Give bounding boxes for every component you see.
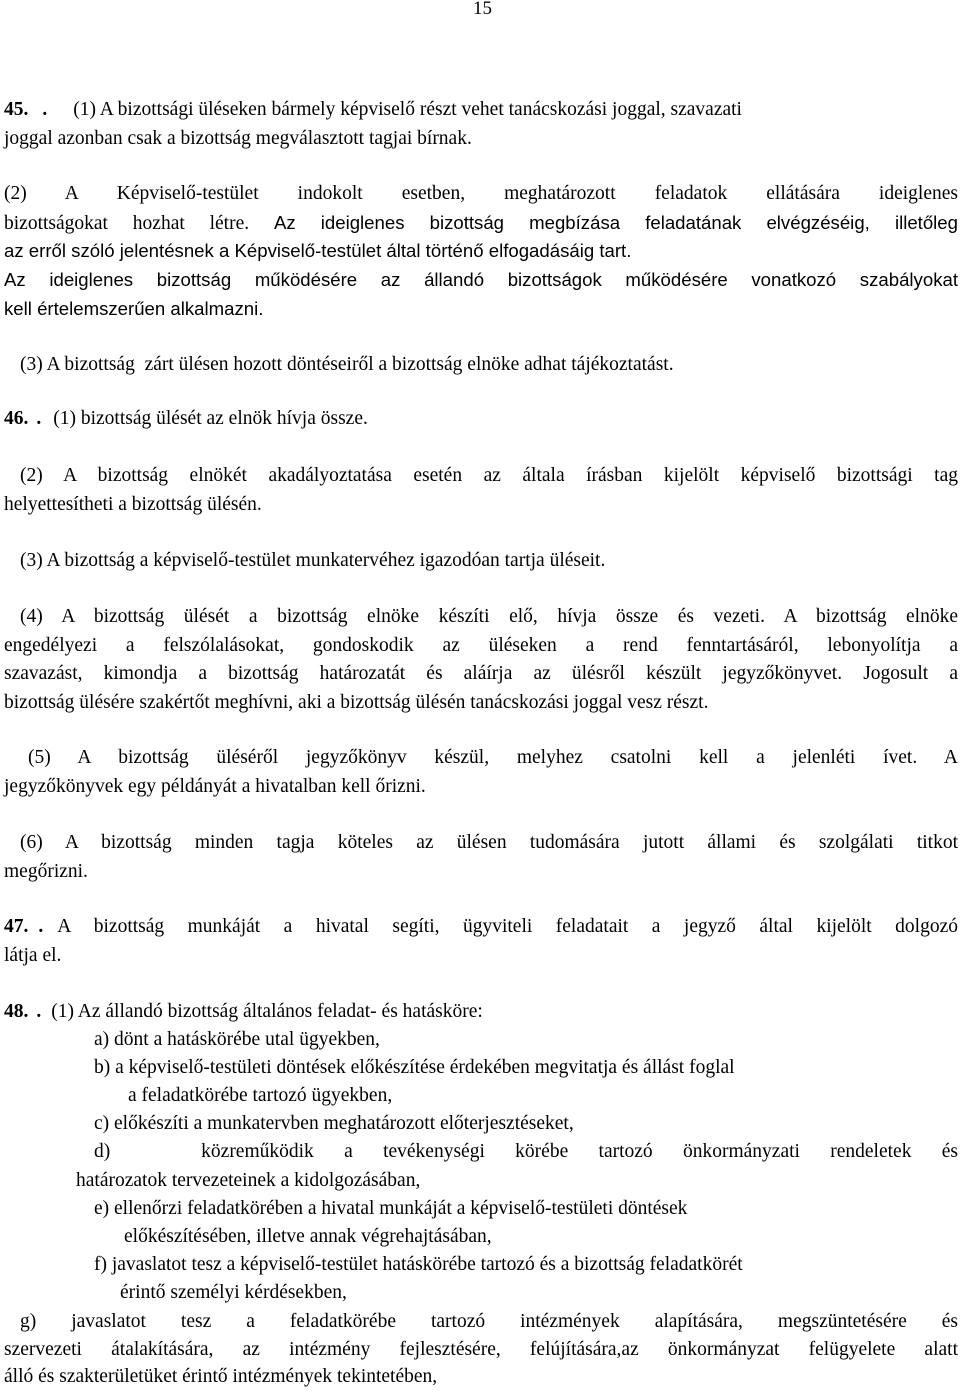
section-46-p2-line1: (2) A bizottság elnökét akadályoztatása esetén az általa írásban kijelölt képviselő bizottsági tag bbox=[20, 465, 958, 486]
section-47-line1: A bizottság munkáját a hivatal segíti, ügyviteli feladatait a jegyző által kijelölt dolgozó bbox=[57, 916, 958, 937]
section-45-heading bbox=[4, 96, 742, 124]
section-46-heading bbox=[4, 405, 368, 433]
section-48-item-g-line2: szervezeti átalakítására, az intézmény fejlesztésére, felújítására,az önkormányzat felügyelete alatt bbox=[4, 1339, 958, 1360]
section-46-p3: (3) A bizottság a képviselő-testület munkatervéhez igazodóan tartja üléseit. bbox=[20, 550, 606, 571]
section-48-item-f-line2: érintő személyi kérdésekben, bbox=[120, 1282, 347, 1303]
section-47-heading bbox=[4, 913, 958, 941]
section-47-separator: . bbox=[38, 916, 44, 937]
section-48-item-g-line3: álló és szakterületüket érintő intézmények tekintetében, bbox=[4, 1366, 438, 1387]
section-48-number: 48. bbox=[4, 1001, 29, 1022]
section-47-line2: látja el. bbox=[4, 945, 62, 966]
section-45-p2-line2b: Az ideiglenes bizottság megbízása feladatának elvégzéséig, illetőleg bbox=[273, 212, 958, 233]
section-46-p4-line2: engedélyezi a felszólalásokat, gondoskodik az üléseken a rend fenntartásáról, lebonyolítja a bbox=[4, 635, 958, 656]
section-48-item-f-line1: f) javaslatot tesz a képviselő-testület hatáskörébe tartozó és a bizottság feladatkörét bbox=[94, 1254, 743, 1275]
section-45-p3: (3) A bizottság zárt ülésen hozott döntéseiről a bizottság elnöke adhat tájékoztatást. bbox=[20, 354, 674, 375]
section-45-p2-line5: kell értelemszerűen alkalmazni. bbox=[4, 298, 264, 319]
section-46-p5-line2: jegyzőkönyvek egy példányát a hivatalban kell őrizni. bbox=[4, 776, 426, 797]
section-48-item-e-line2: előkészítésében, illetve annak végrehajtásában, bbox=[124, 1226, 492, 1247]
section-45-p1-line1: (1) A bizottsági üléseken bármely képviselő részt vehet tanácskozási joggal, szavazati bbox=[73, 99, 742, 120]
section-46-p4-line3: szavazást, kimondja a bizottság határozatát és aláírja az ülésről készült jegyzőkönyvet. Jogosult a bbox=[4, 663, 958, 684]
section-45-p2-line4: Az ideiglenes bizottság működésére az állandó bizottságok működésére vonatkozó szabályokat bbox=[4, 269, 958, 290]
section-46-p1: (1) bizottság ülését az elnök hívja össze. bbox=[53, 408, 368, 429]
section-48-intro: (1) Az állandó bizottság általános feladat- és hatásköre: bbox=[51, 1001, 483, 1022]
section-45-number: 45. bbox=[4, 99, 29, 120]
section-48-item-b-line1: b) a képviselő-testületi döntések előkészítése érdekében megvitatja és állást foglal bbox=[94, 1057, 735, 1078]
section-48-item-d-line2: határozatok tervezeteinek a kidolgozásában, bbox=[76, 1170, 421, 1191]
section-48-item-a: a) dönt a hatáskörébe utal ügyekben, bbox=[94, 1029, 380, 1050]
section-48-item-e-line1: e) ellenőrzi feladatkörében a hivatal munkáját a képviselő-testületi döntések bbox=[94, 1198, 688, 1219]
section-48-item-c: c) előkészíti a munkatervben meghatározott előterjesztéseket, bbox=[94, 1113, 574, 1134]
section-46-p4-line1: (4) A bizottság ülését a bizottság elnöke készíti elő, hívja össze és vezeti. A bizottság elnöke bbox=[20, 606, 958, 627]
section-46-p4-line4: bizottság ülésére szakértőt meghívni, aki a bizottság ülésén tanácskozási joggal vesz részt. bbox=[4, 692, 709, 713]
section-45-p2-line1: (2) A Képviselő-testület indokolt esetben, meghatározott feladatok ellátására ideiglenes bbox=[4, 183, 958, 204]
section-48-item-g-line1: g) javaslatot tesz a feladatkörébe tartozó intézmények alapítására, megszüntetésére és bbox=[20, 1311, 958, 1332]
section-46-p2-line2: helyettesítheti a bizottság ülésén. bbox=[4, 494, 262, 515]
section-47-number: 47. bbox=[4, 916, 29, 937]
section-48-item-d-line1: d) közreműködik a tevékenységi körébe tartozó önkormányzati rendeletek és bbox=[94, 1141, 958, 1162]
section-46-number: 46. bbox=[4, 408, 29, 429]
section-45-p1-line2: joggal azonban csak a bizottság megválasztott tagjai bírnak. bbox=[4, 128, 472, 149]
section-48-separator: . bbox=[36, 1001, 42, 1022]
section-45-p2-line3: az erről szóló jelentésnek a Képviselő-testület által történő elfogadásáig tart. bbox=[4, 240, 632, 261]
section-46-separator: . bbox=[36, 408, 42, 429]
section-45-p2-line2 bbox=[4, 209, 958, 238]
section-46-p6-line1: (6) A bizottság minden tagja köteles az ülésen tudomására jutott állami és szolgálati titkot bbox=[20, 832, 958, 853]
section-46-p5-line1: (5) A bizottság üléséről jegyzőkönyv készül, melyhez csatolni kell a jelenléti ívet. A bbox=[28, 747, 958, 768]
section-48-item-b-line2: a feladatkörébe tartozó ügyekben, bbox=[128, 1085, 393, 1106]
section-45-separator: . bbox=[42, 99, 48, 120]
section-45-p2-line2a: bizottságokat hozhat létre. bbox=[4, 213, 274, 234]
section-46-p6-line2: megőrizni. bbox=[4, 861, 88, 882]
section-48-heading bbox=[4, 998, 483, 1026]
page-number: 15 bbox=[473, 0, 492, 19]
